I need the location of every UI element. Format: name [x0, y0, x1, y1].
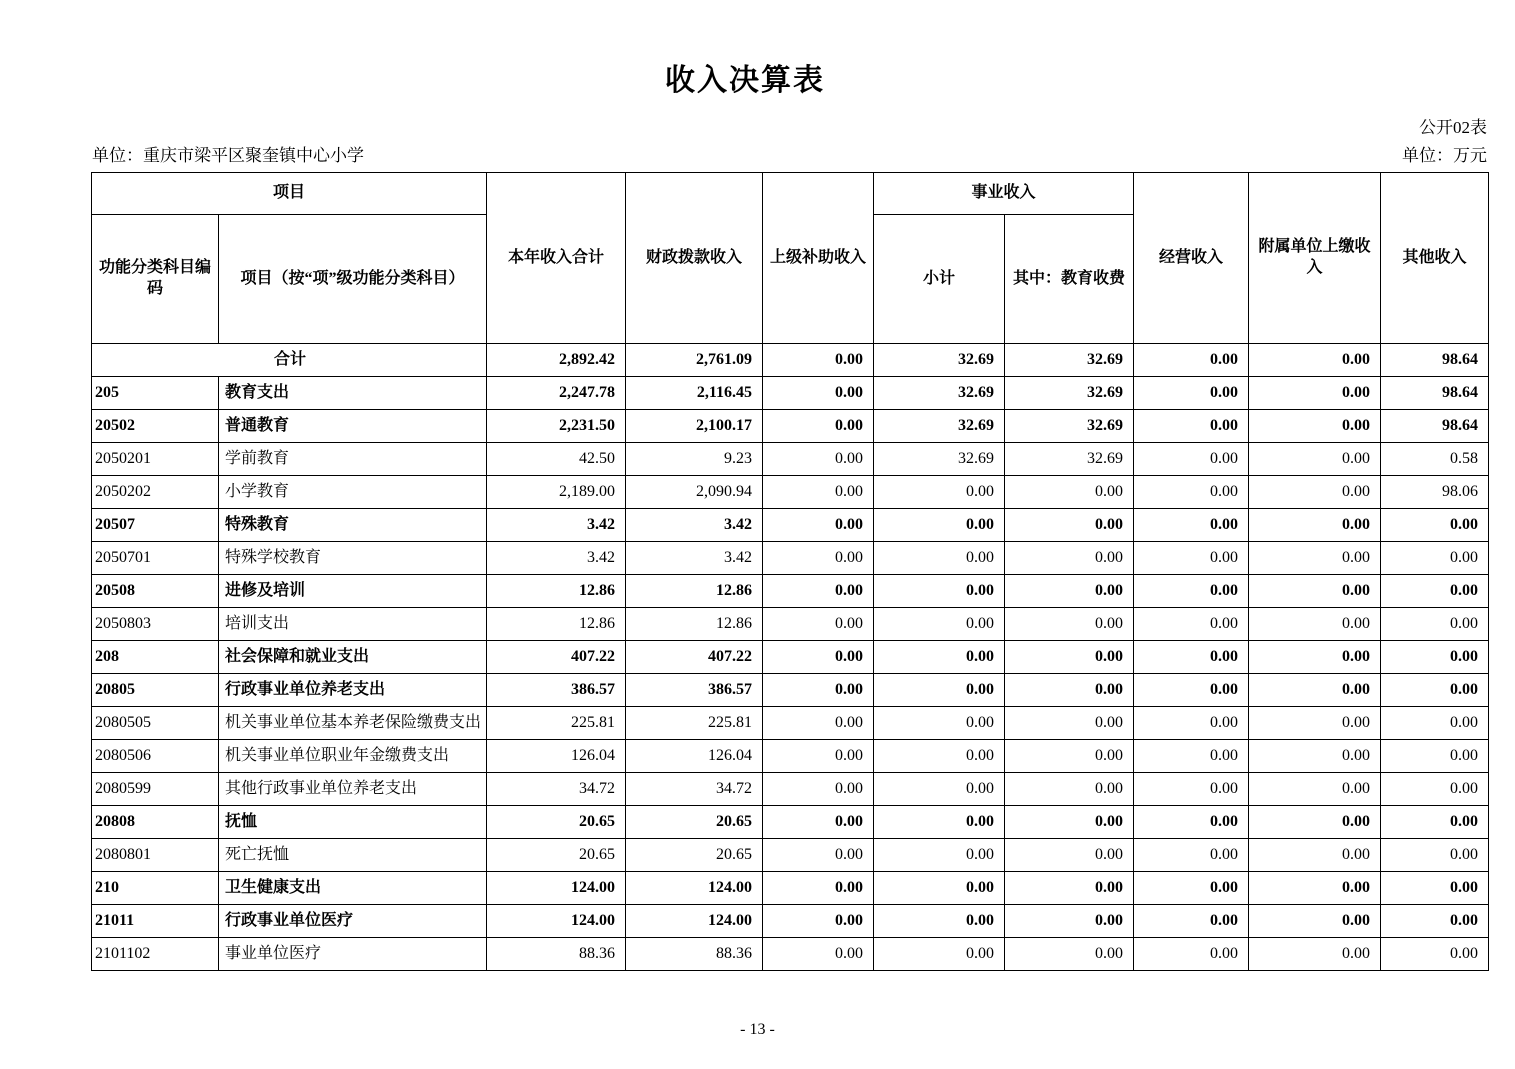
row-value-cell: 20.65 [626, 839, 763, 872]
row-value-cell: 0.00 [1249, 938, 1381, 971]
row-value-cell: 34.72 [487, 773, 626, 806]
row-value-cell: 20.65 [626, 806, 763, 839]
row-value-cell: 0.00 [1249, 674, 1381, 707]
row-code-cell: 20507 [92, 509, 219, 542]
row-code-cell: 205 [92, 377, 219, 410]
row-value-cell: 32.69 [874, 377, 1005, 410]
row-item-name-cell: 其他行政事业单位养老支出 [219, 773, 487, 806]
header-col-annual-income-total: 本年收入合计 [487, 173, 626, 344]
row-value-cell: 0.00 [1381, 707, 1489, 740]
table-row [92, 773, 1489, 806]
row-value-cell: 0.00 [874, 707, 1005, 740]
row-code-cell: 2050202 [92, 476, 219, 509]
row-value-cell: 0.00 [1249, 740, 1381, 773]
row-value-cell: 0.00 [1249, 641, 1381, 674]
row-code-cell: 2050701 [92, 542, 219, 575]
header-col-function-code: 功能分类科目编码 [92, 215, 219, 344]
row-value-cell: 12.86 [626, 608, 763, 641]
row-item-name-cell: 行政事业单位医疗 [219, 905, 487, 938]
row-value-cell: 0.00 [1134, 905, 1249, 938]
row-value-cell: 2,231.50 [487, 410, 626, 443]
row-item-name-cell: 小学教育 [219, 476, 487, 509]
table-row [92, 905, 1489, 938]
row-value-cell: 0.00 [1249, 872, 1381, 905]
table-row [92, 377, 1489, 410]
page-title: 收入决算表 [665, 64, 825, 97]
row-value-cell: 0.00 [1381, 575, 1489, 608]
row-value-cell: 0.00 [1381, 674, 1489, 707]
page-number: - 13 - [740, 1021, 775, 1038]
header-group-project: 项目 [92, 173, 487, 215]
row-value-cell: 0.00 [763, 377, 874, 410]
table-body [92, 344, 1489, 971]
row-value-cell: 0.00 [1381, 509, 1489, 542]
row-value-cell: 0.00 [1005, 509, 1134, 542]
row-value-cell: 0.00 [1134, 377, 1249, 410]
row-value-cell: 0.00 [763, 674, 874, 707]
row-value-cell: 0.00 [1005, 938, 1134, 971]
row-code-cell: 2101102 [92, 938, 219, 971]
row-value-cell: 0.00 [763, 905, 874, 938]
row-value-cell: 0.00 [763, 575, 874, 608]
row-item-name-cell: 进修及培训 [219, 575, 487, 608]
reporting-unit-label: 单位：重庆市梁平区聚奎镇中心小学 [92, 146, 364, 165]
row-value-cell: 0.00 [763, 872, 874, 905]
row-value-cell: 0.00 [1249, 509, 1381, 542]
row-value-cell: 98.64 [1381, 377, 1489, 410]
row-value-cell: 124.00 [626, 905, 763, 938]
row-value-cell: 0.00 [1134, 608, 1249, 641]
row-item-name-cell: 行政事业单位养老支出 [219, 674, 487, 707]
currency-unit-label: 单位：万元 [1402, 146, 1487, 165]
row-code-cell: 208 [92, 641, 219, 674]
header-col-operating-income: 经营收入 [1134, 173, 1249, 344]
row-value-cell: 0.00 [874, 674, 1005, 707]
row-value-cell: 0.00 [1249, 410, 1381, 443]
row-value-cell: 0.00 [1249, 773, 1381, 806]
row-item-name-cell: 社会保障和就业支出 [219, 641, 487, 674]
row-code-cell: 20508 [92, 575, 219, 608]
row-item-name-cell: 机关事业单位基本养老保险缴费支出 [219, 707, 487, 740]
row-value-cell: 0.00 [1005, 608, 1134, 641]
row-value-cell: 0.00 [874, 476, 1005, 509]
row-value-cell: 2,116.45 [626, 377, 763, 410]
row-value-cell: 0.00 [763, 773, 874, 806]
row-value-cell: 0.00 [1134, 806, 1249, 839]
row-value-cell: 0.00 [763, 641, 874, 674]
row-value-cell: 0.00 [763, 806, 874, 839]
row-item-name-cell: 学前教育 [219, 443, 487, 476]
row-value-cell: 0.00 [1005, 707, 1134, 740]
row-value-cell: 0.00 [1134, 443, 1249, 476]
row-value-cell: 0.00 [1381, 641, 1489, 674]
row-code-cell: 21011 [92, 905, 219, 938]
table-row [92, 344, 1489, 377]
row-value-cell: 42.50 [487, 443, 626, 476]
row-value-cell: 386.57 [626, 674, 763, 707]
row-value-cell: 0.00 [874, 641, 1005, 674]
row-value-cell: 32.69 [874, 443, 1005, 476]
income-final-accounts-table [91, 172, 1489, 971]
table-row [92, 872, 1489, 905]
row-value-cell: 32.69 [1005, 443, 1134, 476]
row-value-cell: 0.00 [1134, 707, 1249, 740]
row-value-cell: 0.00 [874, 938, 1005, 971]
row-value-cell: 88.36 [487, 938, 626, 971]
row-value-cell: 0.00 [1134, 575, 1249, 608]
row-value-cell: 32.69 [1005, 410, 1134, 443]
row-item-name-cell: 特殊教育 [219, 509, 487, 542]
row-value-cell: 20.65 [487, 806, 626, 839]
row-value-cell: 0.00 [1005, 641, 1134, 674]
row-value-cell: 0.00 [874, 509, 1005, 542]
row-value-cell: 2,100.17 [626, 410, 763, 443]
row-value-cell: 2,189.00 [487, 476, 626, 509]
row-value-cell: 0.00 [874, 740, 1005, 773]
header-col-education-fee: 其中：教育收费 [1005, 215, 1134, 344]
row-code-cell: 2050201 [92, 443, 219, 476]
row-value-cell: 0.00 [1134, 674, 1249, 707]
row-value-cell: 0.00 [874, 575, 1005, 608]
row-value-cell: 0.00 [763, 443, 874, 476]
table-row [92, 707, 1489, 740]
row-value-cell: 0.00 [1005, 806, 1134, 839]
header-group-business-income: 事业收入 [874, 173, 1134, 215]
row-value-cell: 0.00 [1381, 806, 1489, 839]
header-col-affiliated-unit-income: 附属单位上缴收入 [1249, 173, 1381, 344]
row-value-cell: 2,892.42 [487, 344, 626, 377]
row-value-cell: 0.00 [763, 509, 874, 542]
row-value-cell: 88.36 [626, 938, 763, 971]
row-value-cell: 98.06 [1381, 476, 1489, 509]
row-value-cell: 0.00 [874, 542, 1005, 575]
row-value-cell: 0.00 [1134, 509, 1249, 542]
row-value-cell: 0.00 [1005, 905, 1134, 938]
row-value-cell: 0.00 [1249, 476, 1381, 509]
row-value-cell: 124.00 [626, 872, 763, 905]
row-total-label-cell: 合计 [92, 344, 487, 377]
row-value-cell: 2,761.09 [626, 344, 763, 377]
row-value-cell: 12.86 [487, 608, 626, 641]
table-row [92, 575, 1489, 608]
row-code-cell: 2050803 [92, 608, 219, 641]
table-row [92, 839, 1489, 872]
row-value-cell: 0.00 [1134, 641, 1249, 674]
row-value-cell: 0.00 [1381, 608, 1489, 641]
row-value-cell: 0.00 [1249, 542, 1381, 575]
row-value-cell: 32.69 [874, 344, 1005, 377]
row-value-cell: 0.00 [763, 410, 874, 443]
table-row [92, 674, 1489, 707]
row-code-cell: 210 [92, 872, 219, 905]
row-value-cell: 0.00 [763, 476, 874, 509]
row-value-cell: 20.65 [487, 839, 626, 872]
row-value-cell: 0.00 [763, 839, 874, 872]
row-value-cell: 0.00 [874, 905, 1005, 938]
row-value-cell: 0.00 [1005, 839, 1134, 872]
row-value-cell: 98.64 [1381, 344, 1489, 377]
header-col-other-income: 其他收入 [1381, 173, 1489, 344]
row-value-cell: 0.00 [763, 740, 874, 773]
table-row [92, 476, 1489, 509]
row-value-cell: 0.00 [1005, 740, 1134, 773]
row-value-cell: 12.86 [626, 575, 763, 608]
row-value-cell: 0.00 [1134, 740, 1249, 773]
table-row [92, 740, 1489, 773]
row-item-name-cell: 卫生健康支出 [219, 872, 487, 905]
row-value-cell: 0.00 [1381, 872, 1489, 905]
row-value-cell: 12.86 [487, 575, 626, 608]
row-value-cell: 124.00 [487, 905, 626, 938]
row-value-cell: 126.04 [626, 740, 763, 773]
row-value-cell: 0.00 [874, 608, 1005, 641]
row-value-cell: 0.00 [1249, 707, 1381, 740]
row-value-cell: 34.72 [626, 773, 763, 806]
row-value-cell: 0.00 [874, 806, 1005, 839]
row-value-cell: 0.00 [1249, 839, 1381, 872]
row-value-cell: 0.00 [874, 773, 1005, 806]
row-value-cell: 386.57 [487, 674, 626, 707]
row-value-cell: 0.00 [1134, 938, 1249, 971]
row-value-cell: 3.42 [626, 542, 763, 575]
table-row [92, 410, 1489, 443]
row-value-cell: 32.69 [1005, 377, 1134, 410]
row-code-cell: 2080505 [92, 707, 219, 740]
row-value-cell: 0.00 [1134, 410, 1249, 443]
row-value-cell: 0.00 [1134, 839, 1249, 872]
row-value-cell: 0.00 [1005, 476, 1134, 509]
row-value-cell: 3.42 [487, 542, 626, 575]
row-value-cell: 0.00 [1005, 542, 1134, 575]
row-value-cell: 0.00 [763, 938, 874, 971]
row-value-cell: 0.58 [1381, 443, 1489, 476]
row-value-cell: 0.00 [1381, 839, 1489, 872]
row-value-cell: 0.00 [1005, 872, 1134, 905]
row-value-cell: 0.00 [1134, 542, 1249, 575]
row-value-cell: 98.64 [1381, 410, 1489, 443]
row-value-cell: 225.81 [626, 707, 763, 740]
row-value-cell: 0.00 [1249, 905, 1381, 938]
row-value-cell: 0.00 [1005, 674, 1134, 707]
row-value-cell: 0.00 [874, 872, 1005, 905]
row-item-name-cell: 抚恤 [219, 806, 487, 839]
row-value-cell: 0.00 [763, 707, 874, 740]
row-value-cell: 407.22 [487, 641, 626, 674]
row-value-cell: 9.23 [626, 443, 763, 476]
header-col-fiscal-appropriation-income: 财政拨款收入 [626, 173, 763, 344]
row-value-cell: 124.00 [487, 872, 626, 905]
row-value-cell: 0.00 [1249, 443, 1381, 476]
row-item-name-cell: 事业单位医疗 [219, 938, 487, 971]
row-item-name-cell: 普通教育 [219, 410, 487, 443]
row-value-cell: 2,090.94 [626, 476, 763, 509]
table-header [92, 173, 1489, 344]
row-value-cell: 0.00 [763, 542, 874, 575]
row-code-cell: 2080506 [92, 740, 219, 773]
row-item-name-cell: 死亡抚恤 [219, 839, 487, 872]
row-value-cell: 126.04 [487, 740, 626, 773]
table-row [92, 938, 1489, 971]
table-row [92, 509, 1489, 542]
row-code-cell: 2080801 [92, 839, 219, 872]
row-code-cell: 2080599 [92, 773, 219, 806]
table-row [92, 443, 1489, 476]
row-value-cell: 2,247.78 [487, 377, 626, 410]
row-item-name-cell: 培训支出 [219, 608, 487, 641]
table-row [92, 806, 1489, 839]
row-value-cell: 0.00 [1249, 806, 1381, 839]
row-value-cell: 0.00 [1249, 608, 1381, 641]
row-code-cell: 20805 [92, 674, 219, 707]
row-value-cell: 0.00 [1134, 344, 1249, 377]
row-value-cell: 0.00 [1134, 773, 1249, 806]
row-code-cell: 20502 [92, 410, 219, 443]
row-value-cell: 3.42 [487, 509, 626, 542]
row-value-cell: 0.00 [763, 344, 874, 377]
row-item-name-cell: 特殊学校教育 [219, 542, 487, 575]
row-value-cell: 0.00 [1249, 575, 1381, 608]
row-value-cell: 0.00 [1249, 344, 1381, 377]
row-value-cell: 0.00 [1249, 377, 1381, 410]
row-value-cell: 0.00 [874, 839, 1005, 872]
row-code-cell: 20808 [92, 806, 219, 839]
row-value-cell: 32.69 [1005, 344, 1134, 377]
row-value-cell: 0.00 [1381, 542, 1489, 575]
row-item-name-cell: 教育支出 [219, 377, 487, 410]
row-value-cell: 0.00 [1134, 476, 1249, 509]
row-value-cell: 32.69 [874, 410, 1005, 443]
row-value-cell: 0.00 [1381, 905, 1489, 938]
header-col-item-name: 项目（按“项”级功能分类科目） [219, 215, 487, 344]
row-value-cell: 0.00 [763, 608, 874, 641]
row-value-cell: 0.00 [1005, 575, 1134, 608]
table-row [92, 608, 1489, 641]
row-value-cell: 0.00 [1134, 872, 1249, 905]
row-value-cell: 225.81 [487, 707, 626, 740]
header-col-superior-subsidy-income: 上级补助收入 [763, 173, 874, 344]
row-value-cell: 0.00 [1381, 938, 1489, 971]
header-col-subtotal: 小计 [874, 215, 1005, 344]
row-value-cell: 3.42 [626, 509, 763, 542]
row-item-name-cell: 机关事业单位职业年金缴费支出 [219, 740, 487, 773]
table-row [92, 542, 1489, 575]
row-value-cell: 0.00 [1005, 773, 1134, 806]
row-value-cell: 0.00 [1381, 773, 1489, 806]
table-code-label: 公开02表 [1419, 118, 1487, 137]
row-value-cell: 0.00 [1381, 740, 1489, 773]
table-row [92, 641, 1489, 674]
row-value-cell: 407.22 [626, 641, 763, 674]
